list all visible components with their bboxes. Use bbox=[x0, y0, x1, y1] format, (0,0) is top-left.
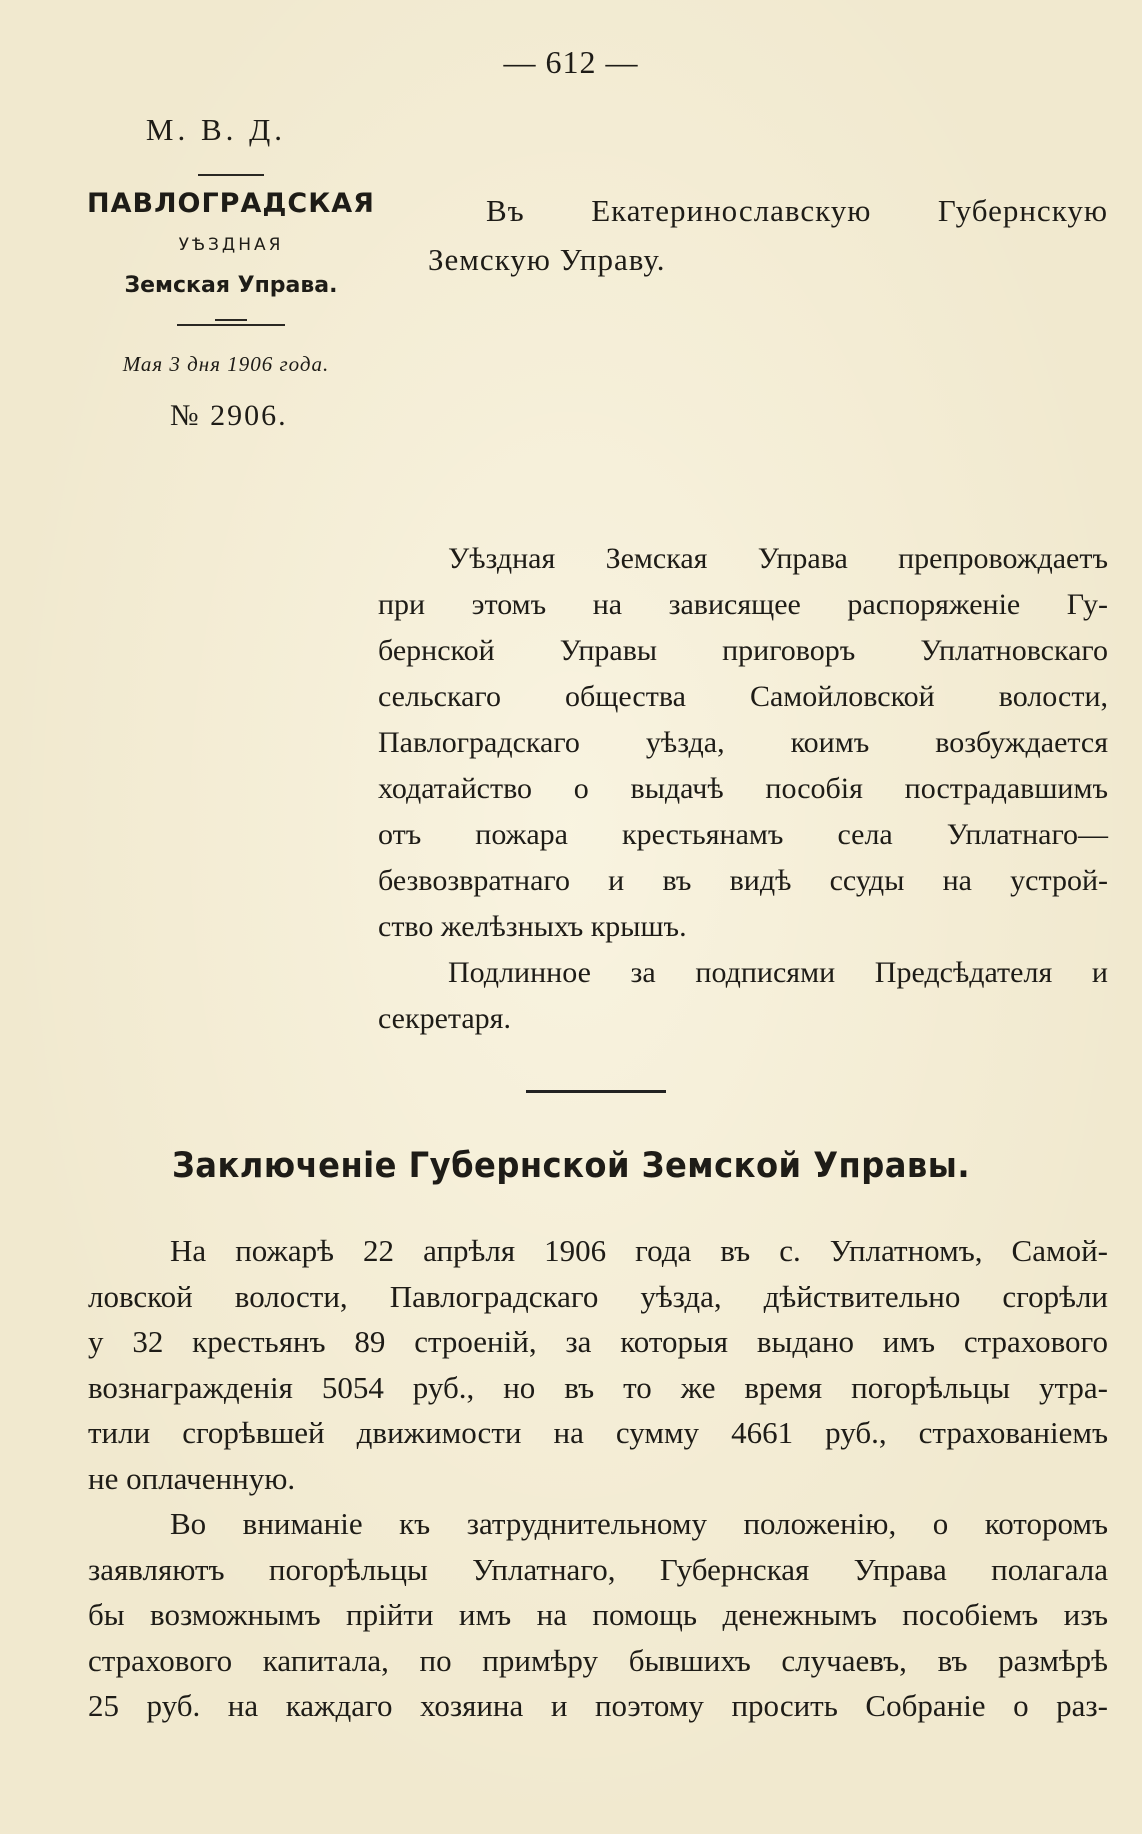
text-line: секретаря. bbox=[378, 1002, 511, 1035]
text-line: не оплаченную. bbox=[88, 1460, 296, 1496]
addressee-word: Екатеринославскую bbox=[591, 193, 872, 228]
text-line: безвозвратнаго и въ видѣ ссуды на устрой- bbox=[378, 864, 1108, 897]
text-line: ство желѣзныхъ крышъ. bbox=[378, 910, 687, 943]
text-line: у 32 крестьянъ 89 строеній, за которыя выдано имъ страхового bbox=[88, 1324, 1108, 1359]
text-line: ловской волости, Павлоградскаго уѣзда, дѣйствительно сгорѣли bbox=[88, 1278, 1108, 1314]
town-name: ПАВЛОГРАДСКАЯ bbox=[87, 188, 375, 219]
text-line: Уѣздная Земская Управа препровождаетъ bbox=[448, 542, 1108, 575]
conclusion-body bbox=[88, 1228, 1108, 1729]
text-line: страхового капитала, по примѣру бывшихъ случаевъ, въ размѣрѣ bbox=[88, 1642, 1108, 1678]
text-line: тили сгорѣвшей движимости на сумму 4661 руб., страхованіемъ bbox=[88, 1415, 1108, 1450]
page-number: — 612 — bbox=[503, 44, 639, 80]
text-line: бы возможнымъ прійти имъ на помощь денежнымъ пособіемъ изъ bbox=[88, 1597, 1108, 1632]
letter-date: Мая 3 дня 1906 года. bbox=[122, 352, 330, 376]
text-line: сельскаго общества Самойловской волости, bbox=[378, 680, 1108, 713]
addressee-line-1 bbox=[428, 186, 1108, 235]
addressee-word: Губернскую bbox=[937, 193, 1108, 228]
text-line: ходатайство о выдачѣ пособія пострадавшимъ bbox=[378, 772, 1108, 805]
letter-body bbox=[378, 536, 1108, 1042]
divider bbox=[177, 324, 285, 326]
divider bbox=[198, 174, 264, 176]
text-line: отъ пожара крестьянамъ села Уплатнаго— bbox=[378, 818, 1108, 851]
text-line: На пожарѣ 22 апрѣля 1906 года въ с. Уплатномъ, Самой- bbox=[170, 1233, 1108, 1268]
ministry-label: М. В. Д. bbox=[145, 112, 287, 147]
addressee-line-2: Земскую Управу. bbox=[428, 242, 666, 277]
text-line: вознагражденія 5054 руб., но въ то же время погорѣльцы утра- bbox=[88, 1369, 1108, 1405]
text-line: Подлинное за подписями Предсѣдателя и bbox=[448, 956, 1108, 989]
section-separator bbox=[526, 1090, 666, 1093]
addressee bbox=[428, 186, 1108, 284]
letterhead bbox=[86, 112, 376, 433]
text-line: Во вниманіе къ затруднительному положенію, о которомъ bbox=[170, 1506, 1108, 1541]
text-line: заявляютъ погорѣльцы Уплатнаго, Губернская Управа полагала bbox=[88, 1551, 1108, 1587]
text-line: 25 руб. на каждаго хозяина и поэтому просить Собраніе о раз- bbox=[88, 1688, 1108, 1723]
letter-number: № 2906. bbox=[170, 399, 288, 432]
addressee-word: Въ bbox=[486, 193, 525, 228]
text-line: Павлоградскаго уѣзда, коимъ возбуждается bbox=[378, 726, 1108, 759]
text-line: бернской Управы приговоръ Уплатновскаго bbox=[378, 634, 1108, 667]
board-name: Земская Управа. bbox=[124, 273, 338, 298]
section-heading: Заключеніе Губернской Земской Управы. bbox=[171, 1146, 971, 1186]
district-label: УѢЗДНАЯ bbox=[178, 235, 284, 255]
text-line: при этомъ на зависящее распоряженіе Гу- bbox=[378, 588, 1108, 621]
